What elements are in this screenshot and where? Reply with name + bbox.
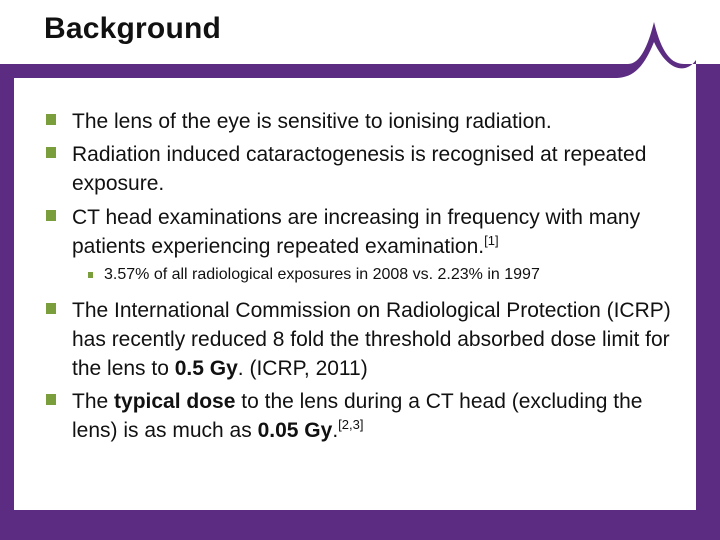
square-bullet-icon [88, 272, 93, 278]
square-bullet-icon [46, 114, 56, 125]
bullet-typical-dose [72, 387, 692, 445]
bullet-text-middle: to the lens during a CT head (excluding the lens) is as much as [72, 390, 643, 442]
citation: [2,3] [338, 417, 364, 432]
bullet-text-tail: . [332, 419, 339, 442]
typical-dose-value: 0.05 Gy [257, 419, 333, 442]
bullet-text: The [72, 390, 115, 413]
bullet-text: The International Commission on Radiological Protection (ICRP) has recently reduced 8 fold the threshold absorbed dose limit for the lens to [72, 299, 671, 380]
square-bullet-icon [46, 147, 56, 158]
citation: [1] [484, 233, 499, 248]
sub-bullet-exposure-stats [104, 264, 540, 286]
square-bullet-icon [46, 394, 56, 405]
square-bullet-icon [46, 210, 56, 221]
bullet-lens-sensitivity [72, 107, 692, 136]
square-bullet-icon [46, 303, 56, 314]
sub-bullet-text: 3.57% of all radiological exposures in 2008 vs. 2.23% in 1997 [104, 266, 540, 283]
bullet-ct-frequency [72, 203, 692, 261]
bullet-text-tail: . (ICRP, 2011) [237, 357, 368, 380]
bullet-text: CT head examinations are increasing in frequency with many patients experiencing repeated examination. [72, 206, 641, 258]
bullet-icrp-threshold [72, 296, 692, 383]
typical-dose-label: typical dose [114, 390, 236, 413]
bullet-text: The lens of the eye is sensitive to ionising radiation. [72, 110, 552, 133]
slide-title: Background [44, 12, 222, 45]
dose-limit-value: 0.5 Gy [174, 357, 238, 380]
bullet-text: Radiation induced cataractogenesis is recognised at repeated exposure. [72, 143, 647, 195]
bullet-cataractogenesis [72, 140, 692, 198]
